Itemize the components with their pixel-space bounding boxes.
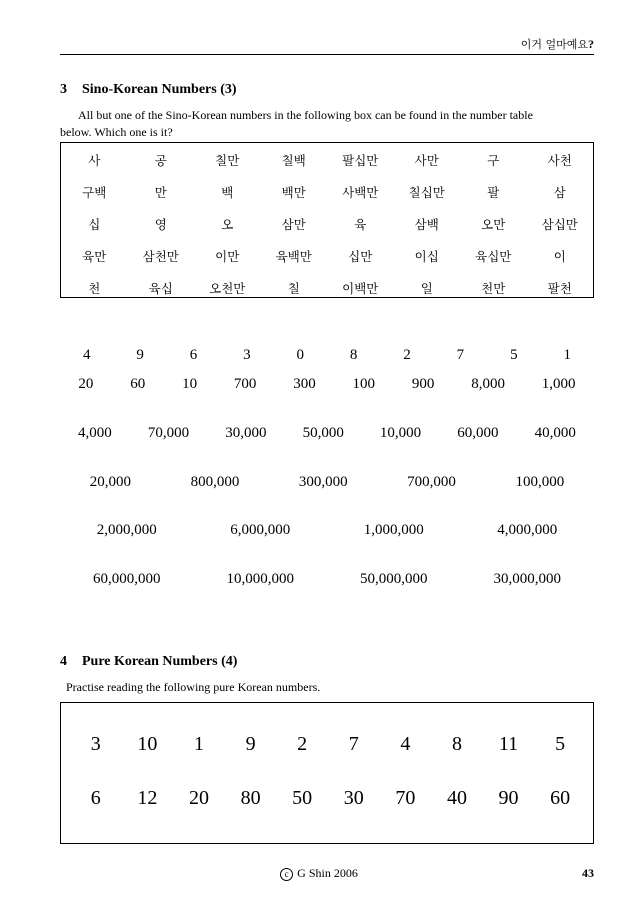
- number-table-cell: 900: [411, 375, 435, 392]
- number-table-cell: 10: [182, 375, 198, 392]
- korean-number-cell: 육십만: [475, 249, 512, 264]
- korean-number-cell: 칠만: [215, 153, 240, 168]
- korean-number-cell: 오천만: [209, 281, 246, 296]
- korean-number-cell: 삼: [553, 185, 566, 200]
- pure-korean-number: 8: [451, 733, 462, 755]
- section-4-number: 4: [60, 654, 67, 669]
- number-table-cell: 60,000,000: [93, 570, 161, 587]
- number-table-cell: 30,000,000: [493, 570, 561, 587]
- korean-number-cell: 백만: [281, 185, 306, 200]
- number-table-cell: 9: [136, 346, 144, 363]
- korean-number-cell: 십: [88, 217, 101, 232]
- korean-number-cell: 육: [354, 217, 367, 232]
- korean-number-cell: 구백: [82, 185, 107, 200]
- number-table-cell: 3: [243, 346, 251, 363]
- pure-korean-number: 20: [188, 787, 209, 809]
- copyright-symbol: c: [280, 868, 293, 881]
- korean-number-cell: 이십: [414, 249, 439, 264]
- pure-korean-number: 1: [193, 733, 204, 755]
- pure-korean-number: 9: [245, 733, 256, 755]
- number-table-cell: 70,000: [147, 424, 190, 441]
- pure-korean-number: 90: [498, 787, 519, 809]
- number-table-cell: 2,000,000: [96, 521, 157, 538]
- number-table-cell: 8: [349, 346, 358, 363]
- section-3-heading: [60, 82, 237, 98]
- number-table-cell: 40,000: [534, 424, 576, 441]
- pure-korean-row: [70, 787, 586, 810]
- pure-korean-number: 6: [90, 787, 101, 809]
- korean-number-cell: 만: [154, 185, 167, 200]
- number-table-cell: 6: [189, 346, 198, 363]
- korean-number-cell: 삼십만: [541, 217, 578, 232]
- number-table-cell: 60: [130, 375, 146, 392]
- korean-number-cell: 칠백: [281, 153, 306, 168]
- number-table-cell: 4,000: [78, 424, 112, 441]
- section-3-instruction-line-1: All but one of the Sino-Korean numbers in the following box can be found in the number table: [78, 108, 533, 122]
- pure-korean-number: 60: [550, 787, 571, 809]
- korean-number-cell: 칠: [287, 281, 300, 296]
- pure-korean-number: 2: [297, 733, 308, 755]
- korean-number-cell: 칠십만: [408, 185, 445, 200]
- number-table-cell: 1: [563, 346, 571, 363]
- number-table-cell: 0: [296, 346, 304, 363]
- header-rule: [60, 54, 594, 55]
- korean-number-cell: 육만: [82, 249, 107, 264]
- number-table-cell: 60,000: [457, 424, 499, 441]
- number-table-cell: 20: [78, 375, 94, 392]
- number-table-cell: 100,000: [515, 473, 565, 490]
- number-table-cell: 30,000: [225, 424, 267, 441]
- pure-korean-number: 40: [446, 787, 467, 809]
- pure-korean-numbers-box: [60, 702, 594, 844]
- pure-korean-number: 11: [498, 733, 519, 755]
- number-table-cell: 50,000: [302, 424, 344, 441]
- pure-korean-number: 50: [292, 787, 313, 809]
- pure-korean-number: 4: [400, 733, 411, 755]
- section-3-title: Sino-Korean Numbers (3): [82, 82, 237, 97]
- pure-korean-number: 80: [240, 787, 261, 809]
- korean-number-cell: 이: [553, 249, 566, 264]
- number-table-row: [60, 470, 594, 494]
- korean-number-cell: 팔천: [547, 281, 572, 296]
- korean-number-cell: 이만: [215, 249, 240, 264]
- running-head: [60, 36, 594, 52]
- number-table-cell: 800,000: [190, 473, 240, 490]
- korean-number-cell: 천: [88, 281, 101, 296]
- pure-korean-row: [70, 733, 586, 756]
- section-4-instruction: Practise reading the following pure Korean numbers.: [66, 680, 321, 694]
- section-3-number: 3: [60, 82, 67, 97]
- korean-number-cell: 사천: [547, 153, 572, 168]
- number-table-cell: 5: [510, 346, 518, 363]
- pure-korean-number: 7: [348, 733, 359, 755]
- section-3-instruction-line-2: below. Which one is it?: [60, 125, 173, 139]
- korean-numbers-grid: [61, 143, 593, 305]
- number-table-cell: 300: [293, 375, 316, 392]
- number-table-row: [60, 421, 594, 445]
- section-4-heading: [60, 654, 237, 670]
- number-table-cell: 6,000,000: [230, 521, 291, 538]
- running-head-title: 이거 얼마예요: [520, 38, 588, 51]
- number-table-cell: 2: [403, 346, 411, 363]
- number-table-row: [60, 567, 594, 591]
- korean-number-cell: 삼만: [281, 217, 306, 232]
- number-table-cell: 10,000: [379, 424, 422, 441]
- number-table-cell: 8,000: [471, 375, 505, 392]
- korean-number-cell: 사백만: [342, 185, 379, 200]
- korean-number-cell: 육백만: [275, 249, 312, 264]
- pure-korean-number: 30: [343, 787, 364, 809]
- number-table-row: [60, 372, 594, 396]
- footer-copyright: [0, 866, 638, 881]
- korean-number-cell: 구: [487, 153, 500, 168]
- pure-korean-number: 10: [137, 733, 158, 755]
- korean-number-cell: 팔: [487, 185, 500, 200]
- korean-number-cell: 삼백: [414, 217, 439, 232]
- number-table-cell: 700: [233, 375, 257, 392]
- korean-number-cell: 오만: [481, 217, 506, 232]
- korean-number-cell: 사: [88, 153, 101, 168]
- number-table-cell: 7: [456, 346, 465, 363]
- korean-number-cell: 오: [221, 217, 234, 232]
- number-table-row: [60, 518, 594, 542]
- number-table-cell: 10,000,000: [226, 570, 294, 587]
- korean-number-cell: 천만: [481, 281, 506, 296]
- korean-number-cell: 삼천만: [142, 249, 179, 264]
- copyright-text: G Shin 2006: [297, 866, 358, 880]
- number-table-cell: 300,000: [298, 473, 348, 490]
- korean-number-cell: 영: [154, 217, 167, 232]
- korean-number-cell: 이백만: [342, 281, 379, 296]
- number-table-cell: 1,000,000: [363, 521, 424, 538]
- korean-number-cell: 육십: [148, 281, 173, 296]
- korean-number-cell: 사만: [414, 153, 439, 168]
- korean-number-cell: 백: [221, 185, 234, 200]
- number-table-row: [60, 343, 594, 367]
- number-table-cell: 1,000: [541, 375, 576, 392]
- pure-korean-number: 5: [555, 733, 566, 755]
- pure-korean-number: 70: [395, 787, 416, 809]
- korean-number-cell: 공: [154, 153, 167, 168]
- page-number: 43: [582, 866, 594, 880]
- number-table-cell: 4,000,000: [497, 521, 558, 538]
- pure-korean-number: 3: [90, 733, 101, 755]
- korean-numbers-box: [60, 142, 594, 298]
- number-table-cell: 100: [352, 375, 376, 392]
- number-table-cell: 50,000,000: [360, 570, 428, 587]
- pure-korean-number: 12: [137, 787, 158, 809]
- korean-number-cell: 팔십만: [342, 153, 379, 168]
- korean-number-cell: 십만: [348, 249, 373, 264]
- number-table-cell: 20,000: [89, 473, 132, 490]
- running-head-question-mark: ?: [588, 37, 594, 51]
- number-table-cell: 4: [82, 346, 91, 363]
- section-4-title: Pure Korean Numbers (4): [82, 654, 238, 669]
- number-table-cell: 700,000: [407, 473, 456, 490]
- korean-number-cell: 일: [420, 281, 433, 296]
